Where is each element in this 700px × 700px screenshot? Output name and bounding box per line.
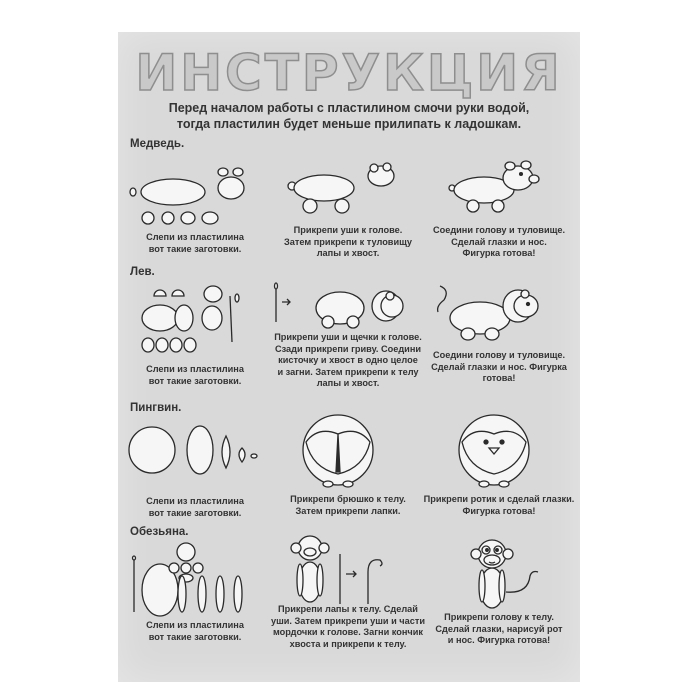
caption-bear-1: Слепи из пластилина вот такие заготовки. [146, 232, 244, 254]
section-label-lion: Лев. [130, 266, 155, 278]
caption-monkey-3: Прикрепи голову к телу. Сделай глазки, нарисуй рот и нос. Фигурка готова! [435, 612, 563, 645]
lion-parts-illustration [140, 282, 250, 357]
caption-penguin-3: Прикрепи ротик и сделай глазки. Фигурка готова! [423, 494, 575, 516]
intro-line: Перед началом работы с пластилином смочи руки водой, [168, 101, 530, 115]
penguin-finished-illustration [454, 412, 534, 492]
monkey-finished-illustration [458, 532, 558, 612]
section-label-penguin: Пингвин. [130, 402, 182, 414]
bear-parts-illustration [128, 158, 248, 228]
monkey-parts-illustration [128, 542, 258, 616]
caption-lion-2: Прикрепи уши и щечки к голове. Сзади прикрепи гриву. Соедини кисточку и хвост в одно целое и загни. Затем прикрепи к телу лапы и хвост. [274, 332, 422, 388]
caption-monkey-2: Прикрепи лапы к телу. Сделай уши. Затем прикрепи уши и части мордочки к голове. Загни кончик хвоста и прикрепи к телу. [271, 604, 425, 649]
section-label-bear: Медведь. [130, 138, 185, 150]
caption-lion-1: Слепи из пластилина вот такие заготовки. [146, 364, 244, 386]
page-title: ИНСТРУКЦИЯ [135, 44, 563, 102]
caption-penguin-1: Слепи из пластилина вот такие заготовки. [146, 496, 244, 518]
monkey-body-illustration [280, 534, 420, 606]
penguin-body-illustration [298, 412, 378, 492]
bear-body-illustration [286, 162, 406, 222]
section-label-monkey: Обезьяна. [130, 526, 189, 538]
penguin-parts-illustration [128, 422, 258, 482]
caption-lion-3: Соедини голову и туловище. Сделай глазки и нос. Фигурка готова! [431, 350, 567, 383]
lion-finished-illustration [428, 282, 568, 344]
intro-text [138, 100, 560, 132]
instruction-sheet [118, 32, 580, 682]
bear-finished-illustration [448, 154, 548, 216]
caption-bear-2: Прикрепи уши к голове. Затем прикрепи к туловищу лапы и хвост. [284, 225, 412, 258]
caption-bear-3: Соедини голову и туловище. Сделай глазки и нос. Фигурка готова! [432, 225, 566, 258]
caption-monkey-1: Слепи из пластилина вот такие заготовки. [146, 620, 244, 642]
caption-penguin-2: Прикрепи брюшко к телу. Затем прикрепи лапки. [290, 494, 406, 516]
intro-line: тогда пластилин будет меньше прилипать к ладошкам. [176, 117, 522, 131]
lion-body-illustration [268, 282, 408, 334]
